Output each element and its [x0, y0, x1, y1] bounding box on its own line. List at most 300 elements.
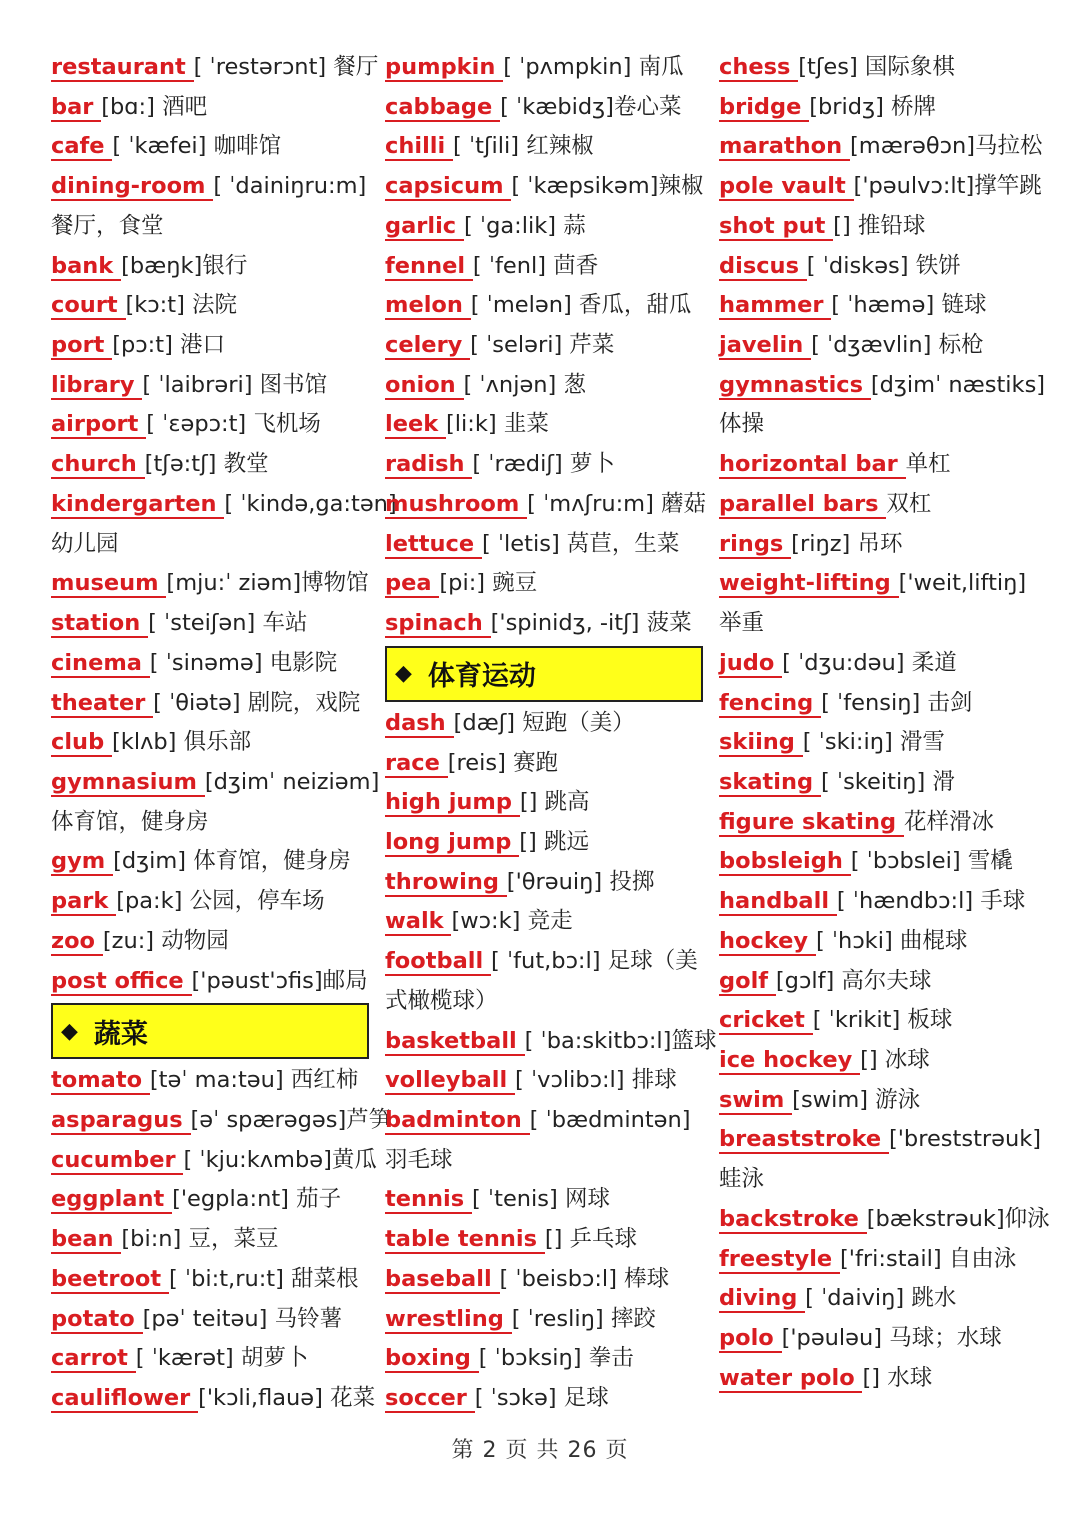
vocab-word: breaststroke — [719, 1126, 889, 1153]
vocab-entry — [385, 366, 703, 406]
vocab-word: diving — [719, 1285, 806, 1312]
vocab-word: bean — [51, 1226, 122, 1253]
vocab-word: football — [385, 948, 492, 975]
phonetic-translation: [ ˈsɔkə] 足球 — [474, 1385, 609, 1411]
vocab-word: beetroot — [51, 1265, 169, 1292]
vocab-word: lettuce — [385, 530, 482, 557]
vocab-entry — [385, 286, 703, 326]
vocab-entry — [385, 207, 703, 247]
entry-continuation — [51, 803, 369, 843]
vocab-entry — [385, 1260, 703, 1300]
vocab-word: high jump — [385, 789, 520, 816]
vocab-word: pole vault — [719, 173, 854, 200]
vocab-entry — [51, 405, 369, 445]
vocab-entry — [385, 1339, 703, 1379]
phonetic-translation: ['pəuləu] 马球；水球 — [781, 1325, 1002, 1351]
phonetic-translation: ['weit,liftiŋ] — [898, 570, 1027, 597]
vocab-entry — [385, 167, 703, 207]
vocab-entry — [51, 882, 369, 922]
vocab-entry — [719, 445, 1037, 485]
phonetic-translation: [ ˈkrikit] 板球 — [812, 1007, 953, 1034]
vocab-entry — [719, 763, 1037, 803]
vocab-entry — [385, 326, 703, 366]
vocab-word: cinema — [51, 649, 150, 676]
vocab-word: wrestling — [385, 1305, 512, 1332]
vocab-word: spinach — [385, 610, 491, 637]
phonetic-translation: [ ˈɛəpɔ:t] 飞机场 — [146, 411, 321, 438]
vocab-entry — [385, 1180, 703, 1220]
vocab-word: gymnastics — [719, 371, 871, 398]
phonetic-translation: [ ˈba:skitbɔ:l]篮球 — [524, 1027, 717, 1054]
vocab-entry — [385, 863, 703, 903]
vocab-word: club — [51, 729, 113, 756]
vocab-entry — [719, 723, 1037, 763]
vocab-word: potato — [51, 1305, 143, 1332]
phonetic-translation: [ ˈmʌʃru:m] 蘑菇 — [527, 490, 707, 517]
vocab-word: polo — [719, 1325, 782, 1351]
phonetic-translation: [] 冰球 — [860, 1046, 930, 1073]
vocab-word: cauliflower — [51, 1385, 199, 1411]
vocab-entry — [719, 525, 1037, 565]
vocab-entry — [719, 286, 1037, 326]
vocab-entry — [719, 564, 1037, 604]
phonetic-translation: [ ˈkæpsikəm]辣椒 — [511, 173, 704, 200]
column-2 — [385, 48, 717, 1419]
vocab-entry — [385, 1220, 703, 1260]
vocab-word: rings — [719, 530, 792, 557]
vocab-word: chilli — [385, 133, 454, 160]
phonetic-translation: [ ˈpʌmpkin] 南瓜 — [503, 54, 684, 80]
phonetic-translation: [ ˈdaiviŋ] 跳水 — [805, 1285, 957, 1312]
phonetic-translation: [mærəθɔn]马拉松 — [850, 133, 1043, 160]
phonetic-translation: ['kɔli,flauə] 花菜 — [198, 1385, 376, 1411]
vocab-entry — [51, 1180, 369, 1220]
vocab-word: capsicum — [385, 173, 512, 200]
vocab-word: backstroke — [719, 1205, 867, 1232]
phonetic-translation: [ ˈkæfei] 咖啡馆 — [112, 133, 282, 160]
vocab-word: asparagus — [51, 1106, 191, 1133]
phonetic-translation: ['θrəuiŋ] 投掷 — [506, 868, 655, 895]
vocab-entry — [385, 1022, 717, 1062]
vocab-word: badminton — [385, 1106, 530, 1133]
vocab-entry — [51, 763, 380, 803]
vocab-entry — [51, 1260, 369, 1300]
entry-continuation — [719, 604, 1037, 644]
entry-continuation — [385, 982, 703, 1022]
phonetic-translation: [bækstrəuk]仰泳 — [866, 1205, 1050, 1232]
vocab-entry — [719, 1279, 1037, 1319]
vocab-word: freestyle — [719, 1245, 841, 1272]
vocab-word: shot put — [719, 212, 834, 239]
phonetic-translation: [ ˈhɔki] 曲棍球 — [815, 927, 968, 954]
vocab-word: judo — [719, 649, 783, 676]
vocab-word: discus — [719, 252, 807, 279]
phonetic-translation: [swim] 游泳 — [792, 1086, 921, 1113]
vocab-entry — [51, 247, 369, 287]
vocab-entry — [385, 823, 703, 863]
vocab-entry — [719, 167, 1042, 207]
column-3 — [719, 48, 1050, 1398]
vocab-entry — [385, 564, 703, 604]
vocab-entry — [51, 684, 369, 724]
vocab-word: golf — [719, 967, 776, 994]
vocab-word: carrot — [51, 1345, 136, 1372]
vocab-word: javelin — [719, 332, 812, 359]
vocab-word: melon — [385, 292, 471, 319]
phonetic-translation: [ ˈfensiŋ] 击剑 — [821, 689, 973, 716]
vocab-word: volleyball — [385, 1067, 516, 1094]
phonetic-translation: [ ˈbeisbɔ:l] 棒球 — [499, 1265, 670, 1292]
phonetic-translation: [bɑ:] 酒吧 — [101, 93, 208, 120]
vocab-entry — [719, 326, 1037, 366]
phonetic-translation: [ ˈʌnjən] 葱 — [463, 371, 586, 398]
vocab-word: throwing — [385, 868, 507, 895]
vocab-word: radish — [385, 451, 473, 478]
phonetic-translation: [ ˈtenis] 网球 — [472, 1186, 610, 1213]
vocab-word: skating — [719, 768, 821, 795]
phonetic-translation: ['egpla:nt] 茄子 — [172, 1186, 342, 1213]
phonetic-translation: [tʃes] 国际象棋 — [798, 54, 955, 80]
vocab-entry — [51, 1061, 369, 1101]
phonetic-translation: [riŋz] 吊环 — [791, 530, 903, 557]
phonetic-translation: [pɔ:t] 港口 — [112, 332, 226, 359]
phonetic-translation: [ ˈdainiŋru:m] — [213, 173, 367, 200]
vocab-word: mushroom — [385, 490, 528, 517]
vocab-word: baseball — [385, 1265, 500, 1292]
vocab-word: handball — [719, 888, 837, 915]
vocab-entry — [51, 1220, 369, 1260]
phonetic-translation: [gɔlf] 高尔夫球 — [775, 967, 932, 994]
phonetic-translation: [ ˈdʒu:dəu] 柔道 — [782, 649, 957, 676]
phonetic-translation: [pa:k] 公园，停车场 — [116, 888, 325, 915]
vocab-word: cricket — [719, 1007, 813, 1034]
phonetic-translation: [təˈ ma:təu] 西红柿 — [149, 1067, 359, 1094]
phonetic-translation: [dæʃ] 短跑（美） — [453, 709, 635, 736]
phonetic-translation: [ ˈfenl] 茴香 — [472, 252, 599, 279]
vocab-word: fennel — [385, 252, 473, 279]
translation-text: 幼儿园 — [51, 530, 119, 557]
vocab-word: parallel bars — [719, 490, 887, 517]
vocab-entry — [719, 1081, 1037, 1121]
phonetic-translation: 双杠 — [886, 490, 932, 517]
phonetic-translation: [mju:ˈ ziəm]博物馆 — [166, 570, 369, 597]
phonetic-translation: 花样滑冰 — [903, 808, 994, 835]
vocab-word: museum — [51, 570, 167, 597]
phonetic-translation: [ ˈskeitiŋ] 滑 — [820, 768, 955, 795]
vocab-entry — [51, 922, 369, 962]
vocab-word: bank — [51, 252, 122, 279]
vocab-word: celery — [385, 332, 471, 359]
vocab-word: basketball — [385, 1027, 525, 1054]
vocab-entry — [385, 127, 703, 167]
translation-text: 体操 — [719, 411, 765, 438]
phonetic-translation: [ ˈkærət] 胡萝卜 — [135, 1345, 309, 1372]
entry-continuation — [719, 1160, 1037, 1200]
phonetic-translation: [] 乒乓球 — [544, 1226, 638, 1253]
phonetic-translation: ['spinidʒ, -itʃ] 菠菜 — [490, 610, 692, 637]
vocab-entry — [385, 48, 703, 88]
vocab-entry — [51, 326, 369, 366]
vocab-word: walk — [385, 908, 452, 935]
phonetic-translation: ['fri:stail] 自由泳 — [840, 1245, 1017, 1272]
phonetic-translation: [ ˈbi:t,ru:t] 甜菜根 — [168, 1265, 359, 1292]
translation-text: 蛙泳 — [719, 1166, 765, 1193]
translation-text: 体育馆，健身房 — [51, 808, 209, 835]
vocab-entry — [719, 207, 1037, 247]
phonetic-translation: [ ˈsinəmə] 电影院 — [149, 649, 338, 676]
vocab-entry — [719, 247, 1037, 287]
vocab-entry — [719, 1359, 1037, 1399]
vocab-entry — [385, 1061, 703, 1101]
entry-continuation — [719, 405, 1037, 445]
vocab-word: figure skating — [719, 808, 904, 835]
vocab-entry — [719, 922, 1037, 962]
diamond-icon: ◆ — [61, 1018, 78, 1044]
vocab-word: pumpkin — [385, 54, 504, 80]
phonetic-translation: [ ˈseləri] 芹菜 — [470, 332, 615, 359]
vocab-word: church — [51, 451, 145, 478]
phonetic-translation: [ ˈga:lik] 蒜 — [463, 212, 586, 239]
vocab-entry — [719, 803, 1037, 843]
section-header — [385, 646, 703, 702]
vocab-word: kindergarten — [51, 490, 225, 517]
vocab-word: eggplant — [51, 1186, 173, 1213]
phonetic-translation: ['pəulvɔ:lt]撑竿跳 — [853, 173, 1042, 200]
phonetic-translation: [pəˈ teitəu] 马铃薯 — [142, 1305, 343, 1332]
vocab-word: library — [51, 371, 143, 398]
vocab-word: hammer — [719, 292, 832, 319]
vocab-entry — [385, 247, 703, 287]
vocab-entry — [385, 485, 707, 525]
vocab-word: cabbage — [385, 93, 501, 120]
vocab-entry — [385, 942, 703, 982]
vocab-entry — [385, 1379, 703, 1419]
vocab-word: gym — [51, 848, 114, 875]
vocab-entry — [51, 127, 369, 167]
phonetic-translation: [reis] 赛跑 — [447, 749, 558, 776]
page-footer: 第 2 页 共 26 页 — [451, 1438, 629, 1463]
vocab-entry — [719, 485, 1037, 525]
phonetic-translation: [ ˈfut,bɔ:l] 足球（美 — [491, 948, 698, 975]
phonetic-translation: [ ˈletis] 莴苣，生菜 — [481, 530, 680, 557]
vocab-entry — [385, 445, 703, 485]
diamond-icon: ◆ — [395, 661, 412, 687]
vocab-entry — [51, 1379, 376, 1419]
phonetic-translation: [bæŋk]银行 — [121, 252, 248, 279]
vocab-entry — [385, 1300, 703, 1340]
vocab-word: fencing — [719, 689, 822, 716]
vocab-entry — [51, 485, 397, 525]
vocab-entry — [719, 684, 1037, 724]
vocab-word: cucumber — [51, 1146, 184, 1173]
vocab-entry — [51, 88, 369, 128]
vocab-entry — [719, 1200, 1050, 1240]
vocab-entry — [385, 902, 703, 942]
vocab-entry — [51, 1101, 392, 1141]
phonetic-translation: [ ˈkju:kʌmbə]黄瓜 — [183, 1146, 377, 1173]
vocab-word: horizontal bar — [719, 451, 906, 478]
vocab-word: marathon — [719, 133, 850, 160]
phonetic-translation: [ ˈresliŋ] 摔跤 — [511, 1305, 656, 1332]
vocab-word: zoo — [51, 927, 103, 954]
translation-text: 羽毛球 — [385, 1146, 453, 1173]
phonetic-translation: ['breststrəuk] — [888, 1126, 1042, 1153]
phonetic-translation: [ ˈkində,ga:tən] — [224, 490, 397, 517]
vocab-entry — [719, 882, 1037, 922]
column-1 — [51, 48, 397, 1419]
vocab-entry — [51, 286, 369, 326]
phonetic-translation: [ ˈvɔlibɔ:l] 排球 — [515, 1067, 677, 1094]
entry-continuation — [51, 525, 369, 565]
vocab-word: table tennis — [385, 1226, 545, 1253]
section-header — [51, 1003, 369, 1059]
vocab-entry — [719, 48, 1037, 88]
vocab-entry — [51, 445, 369, 485]
vocab-word: soccer — [385, 1385, 475, 1411]
vocab-entry — [719, 644, 1037, 684]
phonetic-translation: [dʒimˈ næstiks] — [870, 371, 1046, 398]
translation-text: 举重 — [719, 610, 765, 637]
vocab-word: theater — [51, 689, 154, 716]
vocab-entry — [51, 842, 369, 882]
entry-continuation — [385, 1141, 703, 1181]
vocab-entry — [719, 842, 1037, 882]
vocab-word: hockey — [719, 927, 816, 954]
translation-text: 餐厅，食堂 — [51, 212, 164, 239]
phonetic-translation: [ ˈsteiʃən] 车站 — [148, 610, 308, 637]
vocab-entry — [51, 962, 369, 1002]
vocab-word: garlic — [385, 212, 464, 239]
vocab-word: post office — [51, 967, 192, 994]
vocab-entry — [719, 1319, 1037, 1359]
phonetic-translation: ['pəust'ɔfis]邮局 — [191, 967, 368, 994]
vocab-entry — [719, 1240, 1037, 1280]
vocab-entry — [719, 962, 1037, 1002]
phonetic-translation: [ ˈkæbidʒ]卷心菜 — [500, 93, 682, 120]
phonetic-translation: [bridʒ] 桥牌 — [809, 93, 937, 120]
vocab-entry — [719, 127, 1043, 167]
vocab-entry — [51, 564, 369, 604]
phonetic-translation: [] 跳高 — [519, 789, 590, 816]
section-title: 蔬菜 — [93, 1018, 148, 1050]
phonetic-translation: [tʃə:tʃ] 教堂 — [144, 451, 269, 478]
vocab-word: airport — [51, 411, 147, 438]
vocab-entry — [51, 1300, 369, 1340]
phonetic-translation: [əˈ spærəgəs]芦笋 — [190, 1106, 392, 1133]
phonetic-translation: [pi:] 豌豆 — [439, 570, 538, 597]
vocab-word: court — [51, 292, 126, 319]
vocab-word: weight-lifting — [719, 570, 899, 597]
vocab-entry — [51, 1141, 377, 1181]
phonetic-translation: [ ˈbɔbslei] 雪橇 — [850, 848, 1013, 875]
phonetic-translation: [kɔ:t] 法院 — [125, 292, 238, 319]
phonetic-translation: [bi:n] 豆，菜豆 — [121, 1226, 279, 1253]
vocab-entry — [51, 167, 369, 207]
phonetic-translation: [] 跳远 — [519, 828, 589, 855]
vocab-word: port — [51, 332, 113, 359]
phonetic-translation: [ ˈlaibrəri] 图书馆 — [142, 371, 328, 398]
phonetic-translation: [ ˈski:iŋ] 滑雪 — [802, 729, 945, 756]
phonetic-translation: [ ˈdiskəs] 铁饼 — [806, 252, 961, 279]
vocab-word: bobsleigh — [719, 848, 851, 875]
vocab-word: cafe — [51, 133, 113, 160]
vocab-word: park — [51, 888, 117, 915]
phonetic-translation: [klʌb] 俱乐部 — [112, 729, 252, 756]
vocab-word: leek — [385, 411, 447, 438]
phonetic-translation: [ ˈhændbɔ:l] 手球 — [836, 888, 1026, 915]
phonetic-translation: [ ˈtʃili] 红辣椒 — [453, 133, 594, 160]
phonetic-translation: [ ˈdʒævlin] 标枪 — [811, 332, 984, 359]
vocab-entry — [719, 366, 1046, 406]
vocab-word: long jump — [385, 828, 520, 855]
vocab-entry — [385, 1101, 703, 1141]
vocab-word: tennis — [385, 1186, 472, 1213]
phonetic-translation: [wɔ:k] 竞走 — [451, 908, 573, 935]
translation-text: 式橄榄球） — [385, 987, 498, 1014]
vocab-entry — [51, 48, 379, 88]
vocab-word: dining-room — [51, 173, 214, 200]
phonetic-translation: [dʒim] 体育馆，健身房 — [113, 848, 351, 875]
vocab-word: gymnasium — [51, 768, 205, 795]
vocab-word: ice hockey — [719, 1046, 861, 1073]
vocab-word: bar — [51, 93, 102, 120]
phonetic-translation: [ ˈbædmintən] — [529, 1106, 691, 1133]
phonetic-translation: [ ˈrestərɔnt] 餐厅 — [193, 54, 379, 80]
entry-continuation — [51, 207, 369, 247]
vocab-word: onion — [385, 371, 464, 398]
phonetic-translation: [dʒimˈ neiziəm] — [204, 768, 380, 795]
vocab-word: water polo — [719, 1364, 863, 1391]
phonetic-translation: [ ˈθiətə] 剧院，戏院 — [153, 689, 361, 716]
vocab-entry — [385, 405, 703, 445]
vocab-word: chess — [719, 54, 799, 80]
vocab-word: dash — [385, 709, 454, 736]
vocab-word: station — [51, 610, 149, 637]
vocab-entry — [51, 1339, 369, 1379]
vocab-word: bridge — [719, 93, 810, 120]
vocab-entry — [719, 1001, 1037, 1041]
vocab-entry — [51, 644, 369, 684]
vocab-word: tomato — [51, 1067, 150, 1094]
vocab-entry — [51, 604, 369, 644]
phonetic-translation: 单杠 — [905, 451, 951, 478]
vocab-word: pea — [385, 570, 440, 597]
phonetic-translation: [ ˈmelən] 香瓜，甜瓜 — [470, 292, 692, 319]
vocab-entry — [385, 604, 703, 644]
vocab-word: race — [385, 749, 448, 776]
vocab-entry — [385, 744, 703, 784]
phonetic-translation: [li:k] 韭菜 — [446, 411, 549, 438]
phonetic-translation: [] 推铅球 — [833, 212, 926, 239]
vocab-word: boxing — [385, 1345, 479, 1372]
vocab-word: restaurant — [51, 54, 194, 80]
vocab-entry — [385, 704, 703, 744]
phonetic-translation: [] 水球 — [862, 1364, 933, 1391]
vocab-entry — [51, 366, 369, 406]
phonetic-translation: [ ˈhæmə] 链球 — [831, 292, 987, 319]
vocab-entry — [719, 1120, 1042, 1160]
phonetic-translation: [ ˈbɔksiŋ] 拳击 — [478, 1345, 634, 1372]
vocab-entry — [719, 88, 1037, 128]
vocab-entry — [51, 723, 369, 763]
vocab-word: swim — [719, 1086, 793, 1113]
vocab-entry — [385, 88, 703, 128]
vocab-word: skiing — [719, 729, 803, 756]
section-title: 体育运动 — [427, 661, 536, 693]
phonetic-translation: [zu:] 动物园 — [102, 927, 229, 954]
vocab-entry — [385, 783, 703, 823]
vocab-entry — [385, 525, 703, 565]
